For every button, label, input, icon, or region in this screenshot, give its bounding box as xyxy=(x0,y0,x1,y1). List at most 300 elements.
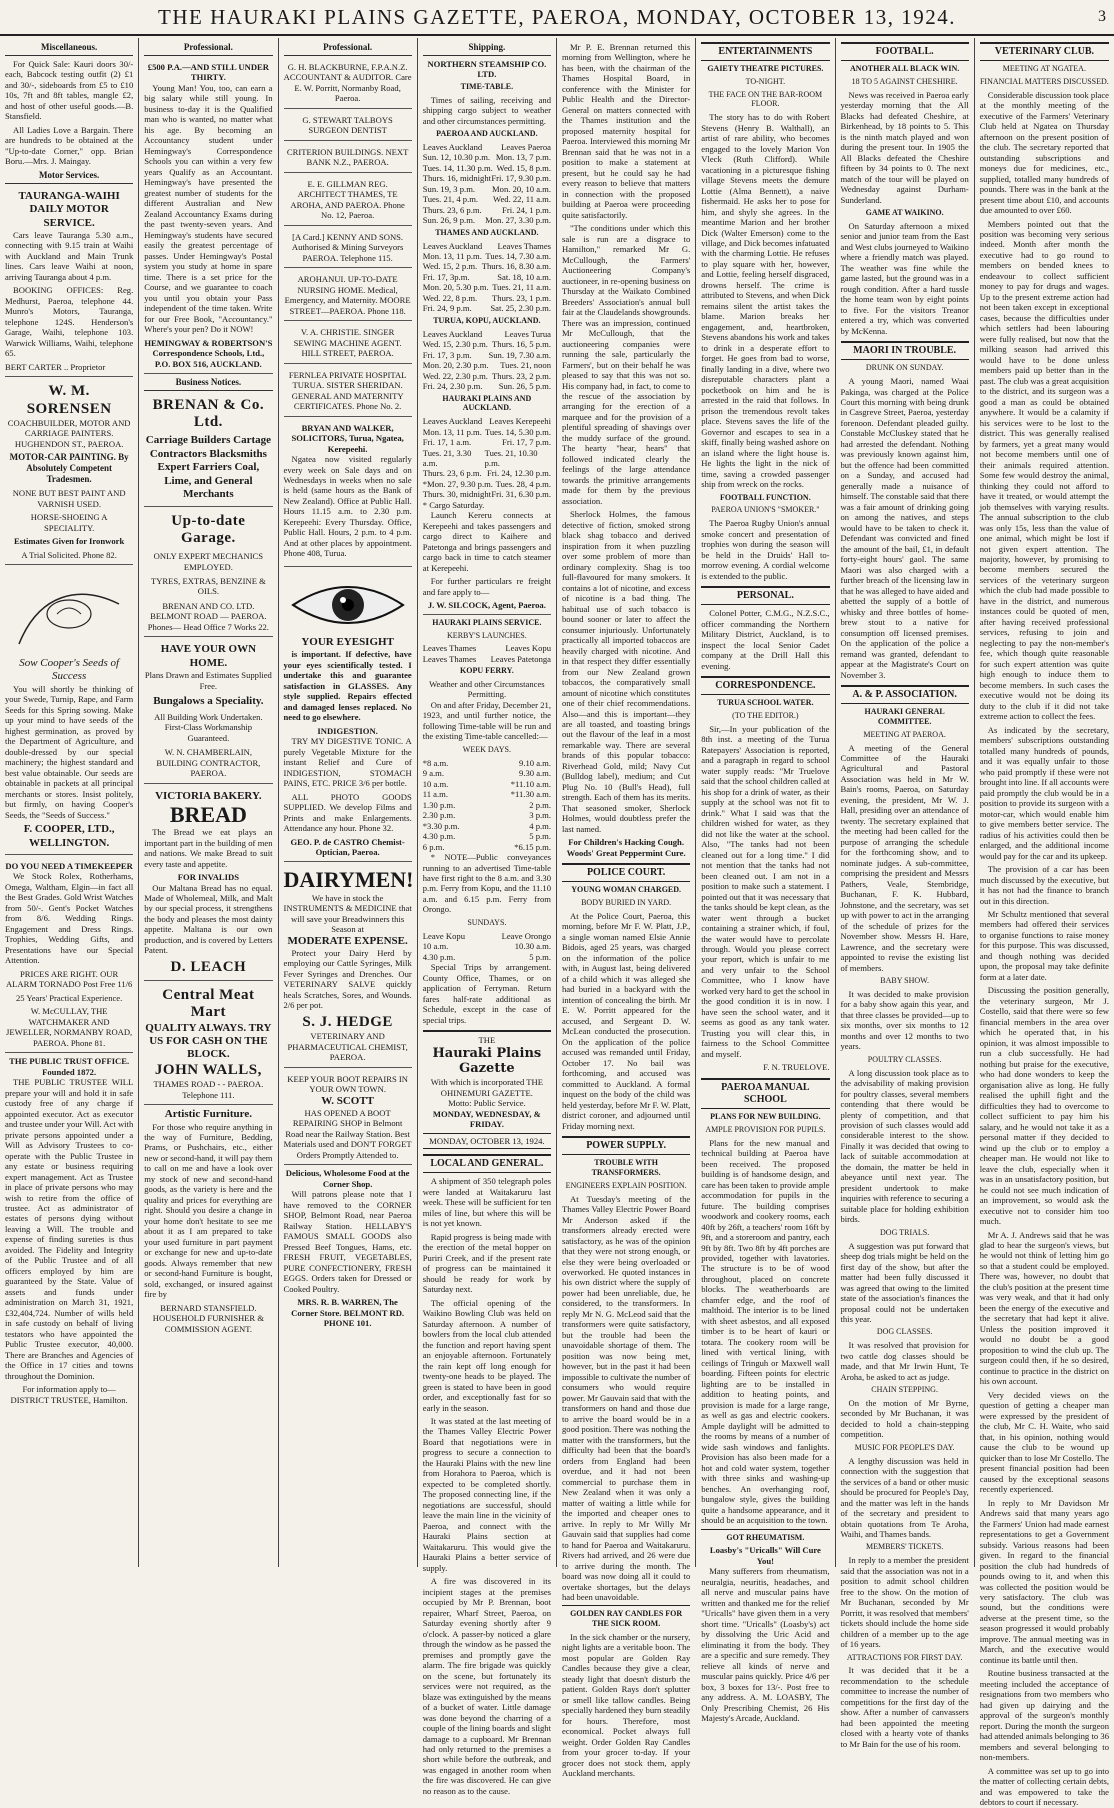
timetable-cell-left: Wed. 22, 8 p.m. xyxy=(422,292,478,303)
timetable-cell-left: Thurs. 23, 6 p.m. xyxy=(422,204,482,215)
article-paragraph: As indicated by the secretary, members' subscriptions outstanding totalled many hundreds of pounds, and it was equally unfair to those who paid promptly if these were not brought into line. If all accounts were paid promptly the club would be in a position to provide its surgeon with a motor-car, which would enable him to give members better service. The radius of his activities could then be enlarged, and the additional income would pay for the car and its upkeep. xyxy=(979,724,1109,861)
advert-title: Up-to-date Garage. xyxy=(171,512,246,546)
advert-title: BRYAN AND WALKER, SOLICITORS, Turua, Ngatea, Kerepeehi. xyxy=(291,422,404,454)
advert-body: Protect your Dairy Herd by employing our Cattle Syringes, Milk Fever Syringes and Drenches. Our VETERINARY SALVE quickly heals Scratches, Sores, and Wounds. 2/6 per pot. xyxy=(283,948,412,1011)
advert-brenan xyxy=(144,394,272,507)
article-subheading: ENGINEERS EXPLAIN POSITION. xyxy=(565,1180,687,1190)
timetable-cell-right: Leave Orongo xyxy=(501,930,551,941)
route-heading: HAURAKI PLAINS SERVICE. xyxy=(432,617,542,627)
column-3 xyxy=(279,38,418,1567)
advert-body: Cars leave Tauranga 5.30 a.m., connecting with 9.15 train at Waihi with Auckland and Main Trunk lines. Cars leave Waihi at noon, arriving Tauranga about 4 p.m. xyxy=(5,230,134,282)
article-paragraph: A young Maori, named Waai Pakinga, was charged at the Police Court this morning with being drunk in Casgreve Street, Paeroa, yesterday forenoon. Defendant pleaded guilty. Constable McCluskey stated that he had arrested the defendant. Nothing was previously known against him, but the offence had been committed on a Sunday, and accused had generally made a nuisance of himself. The constable said that there was a fair amount of drinking going on among the natives, and steps would have to be taken to check it. Defendant was convicted and fined the amount of the bail, £1, in default forty-eight hours' gaol. The same Maori was also charged with a further breach of the licensing law in that he was alleged to have aided and abetted the supply of a bottle of whisky and three bottles of home-brew stout to a native for consumption off licensed premises. On the application of the police a remand was granted, defendant to appear at the Magistrate's Court on November 3. xyxy=(840,376,969,680)
article-paragraph: Mr Schultz mentioned that several members had offered their services to organise functions to raise money for this purpose. This was discussed, and though nothing was decided upon, the proposal may take definite form at a later date. xyxy=(979,908,1109,982)
article-paragraph: Mr P. E. Brennan returned this morning from Wellington, where he has been, with the chairman of the Thames Hospital Board, in conference with the Minister for Public Health and the Director-General on matters connected with the Thames institution and the proposed maternity hospital for Paeroa. Interviewed this morning Mr Brennan said that he was not in a position to make a statement at present, but he could say he had every reason to believe that matters in connection with the proposed building at Paeroa were proceeding quite satisfactorily. xyxy=(562,42,691,220)
cargo-note: * Cargo Saturday. xyxy=(422,499,485,510)
advert-line: 25 Years' Practical Experience. xyxy=(15,992,123,1003)
article-subheading: TURUA SCHOOL WATER. xyxy=(717,698,814,708)
column-4 xyxy=(418,38,557,1796)
card-criterion: CRITERION BUILDINGS. NEXT BANK N.Z., PAEROA. xyxy=(284,144,412,173)
timetable-note: Times of sailing, receiving and shipping cargo subject to weather and other circumstances permitting. xyxy=(422,94,551,126)
article-heading: POWER SUPPLY. xyxy=(562,1136,690,1155)
seeds-logo-text: Sow Cooper's Seeds of Success xyxy=(19,657,120,683)
article-subheading: DOG CLASSES. xyxy=(876,1327,933,1337)
timetable-heading: TIME-TABLE. xyxy=(460,81,514,91)
column-2 xyxy=(139,38,278,1567)
timetable-cell-right: Fri. 31, 6.30 p.m. xyxy=(491,489,551,500)
article-paragraph: It was resolved that provision for two cattle dog classes should be made, and that Mr Irwin Hunt, Te Aroha, be asked to act as judge. xyxy=(840,1340,969,1382)
timetable-cell-left: 4.30 p.m. xyxy=(422,951,456,962)
timetable-cell-left: Leaves Auckland xyxy=(422,141,483,152)
advert-public-trust xyxy=(5,1056,133,1405)
timetable-cell-left: Fri. 17, 3 p.m. xyxy=(422,349,472,360)
article-paragraph: The provision of a car has been much discussed by the executive, but it has not had the finance to branch out in this direction. xyxy=(979,864,1109,906)
timetable-ferry-weekdays xyxy=(423,758,551,852)
advert-line: ONLY EXPERT MECHANICS EMPLOYED. xyxy=(153,551,264,572)
timetable-ferry-sundays xyxy=(423,931,551,962)
timetable-cell-right: Fri. 24, 1 p.m. xyxy=(502,204,551,215)
paper-name: Hauraki Plains Gazette xyxy=(432,1045,542,1077)
advert-footer: BERT CARTER .. Proprietor xyxy=(5,361,106,372)
timetable-cell-right: Tues. 21, 11 a.m. xyxy=(492,282,551,293)
advert-subtitle: FOR INVALIDS xyxy=(177,872,239,883)
advert-line: TYRES, EXTRAS, BENZINE & OILS. xyxy=(150,575,266,597)
column-6 xyxy=(696,38,835,1724)
advert-garage xyxy=(144,510,272,638)
advert-body: We have in stock the INSTRUMENTS & MEDICINE that will save your Breadwinners this Season at xyxy=(283,892,412,935)
advert-furniture xyxy=(144,1108,272,1334)
article-subheading: POULTRY CLASSES. xyxy=(867,1054,942,1064)
article-subheading: PLANS FOR NEW BUILDING. xyxy=(710,1112,821,1122)
advert-footer: BERNARD STANSFIELD. HOUSEHOLD FURNISHER & COMMISSION AGENT. xyxy=(152,1302,264,1334)
article-paragraph: Rapid progress is being made with the erection of the metal hopper on Puriri Creek, and if the present rate of progress can be maintained it should be ready for work by Saturday next. xyxy=(422,1231,551,1295)
timetable-row xyxy=(423,215,551,225)
timetable-row xyxy=(423,479,551,489)
advert-title: BRENAN & Co. Ltd. xyxy=(152,396,265,431)
timetable-cell-right: Thurs. 23, 2 p.m. xyxy=(492,370,551,381)
advert-line: KEEP YOUR BOOT REPAIRS IN YOUR OWN TOWN. xyxy=(287,1073,408,1095)
timetable-row xyxy=(423,821,551,831)
advert-footer: W. McCULLAY, THE WATCHMAKER AND JEWELLER, NORMANBY ROAD, PAEROA. Phone 81. xyxy=(6,1006,133,1048)
timetable-cell-right: 5 p.m. xyxy=(529,951,551,962)
advert-line: MOTOR-CAR PAINTING. By Absolutely Competent Tradesmen. xyxy=(9,452,129,485)
article-paragraph: A shipment of 350 telegraph poles were landed at Waitakaruru last week. These will be sufficient for ten miles of line, but where this will be is not yet known. xyxy=(422,1176,551,1229)
timetable-row xyxy=(423,416,551,426)
advert-title: Delicious, Wholesome Food at the Corner Shop. xyxy=(285,1168,410,1189)
ferry-body: On and after Friday, December 21, 1923, and until further notice, the following Time-table will be run and the existing Time-table cancelled:— xyxy=(422,699,551,742)
article-paragraph: Sir,—In your publication of the 8th inst. a meeting of the Turua Ratepayers' Association is reported, and a paragraph in regard to school water supply reads: "Mr Truelove said that the school children called at his shop for a drink of water, as their supply at the school was not fit to drink." What I said was that the children wished for water, as they did not like the water at the school. Also, "The tanks had not been cleaned out for a long time." I did not mention that the tanks had not been cleaned out. I am not in a position to make such a statement. I pointed out that it was necessary that the tanks should be kept clean, as the water went through a bucket containing a strainer which, if foul, the water would have to percolate through. Would you please correct your report, which is unfair to me and very unfair to the School Committee, who I know have worked very hard to get the school in the good condition it is in now. I have seen the school water, and it seems as good as any tank water. Trusting you will clear this, in fairness to the School Committee and myself. xyxy=(701,723,830,1059)
timetable-cell-left: 6 p.m. xyxy=(422,841,445,852)
letter-signature: F. N. TRUELOVE. xyxy=(763,1062,830,1073)
page-columns xyxy=(0,38,1114,1808)
column-8 xyxy=(975,38,1114,1808)
advert-sorensen xyxy=(5,380,133,565)
article-paragraph: In reply to Mr Davidson Mr Andrews said that many years ago the Farmers' Union had made earnest representations to get a Government subsidy. Various reasons had been given. In regard to the financial position the club had hundreds of pounds owing to it, and when this was collected the position would be very satisfactory. The club was sound, but the conditions were adverse at the present time, so the season progressed it would probably improve. The annual meeting was in March, and the executive would continue its battle until then. xyxy=(979,1497,1109,1665)
article-paragraph: On Saturday afternoon a mixed senior and junior team from the East and West clubs journeyed to Waikino where a friendly match was played. The weather was fine while the game lasted, but the ground was in a rough condition. After a hard tussle the home team won by eight points to five. For the visitors Treanor entered a try, which was converted by McKenna. xyxy=(840,220,969,336)
article-paragraph: It was decided that it be a recommendation to the schedule committee to increase the number of competitions for the first day of the show. After a number of canvassers had been appointed the meeting closed with a hearty vote of thanks to Mr Bain for the use of his room. xyxy=(840,1665,969,1749)
article-subheading: YOUNG WOMAN CHARGED. xyxy=(571,885,682,895)
advert-body: You will shortly be thinking of your Swede, Turnip, Rape, and Farm Seeds for this Spring sowing. Make up your mind to have seeds of the highest germination, as proved by the Department of Agriculture, and double-dressed by our special machinery; the highest standard and best value obtainable. Our seeds are obtainable in packets at all principal merchants or stores. Insist politely, but firmly, on having Cooper's Seeds, the "Seeds of Success." xyxy=(5,683,134,820)
route-heading: THAMES AND AUCKLAND. xyxy=(435,227,539,237)
advert-corner-shop xyxy=(284,1168,412,1328)
timetable-row xyxy=(423,152,551,162)
advert-cooper-seeds xyxy=(5,568,133,855)
advert-body: BOOKING OFFICES: Reg. Medhurst, Paeroa, telephone 44. Munro's Motors, Tauranga, telephone 124S. Henderson's Garage, Waihi, telephone 103. Warwick Williams, Waihi, telephone 65. xyxy=(5,285,134,359)
timetable-row xyxy=(423,173,551,183)
article-heading: FOOTBALL FUNCTION. xyxy=(720,492,811,502)
section-heading: Miscellaneous. xyxy=(5,42,133,56)
timetable-cell-left: Wed. 15, 2 p.m. xyxy=(422,261,478,272)
timetable-row xyxy=(423,810,551,820)
article-paragraph: The Paeroa Rugby Union's annual smoke concert and presentation of trophies won during the season will be held in the Druids' Hall to-morrow evening. A cordial welcome is extended to the public. xyxy=(701,518,830,581)
timetable-cell-right: Sat. 18, 10 a.m. xyxy=(497,271,551,282)
timetable-row xyxy=(423,205,551,215)
advert-title: S. J. HEDGE xyxy=(302,1013,393,1030)
article-subheading: (TO THE EDITOR.) xyxy=(732,711,799,721)
article-subheading: AMPLE PROVISION FOR PUPILS. xyxy=(705,1124,826,1134)
timetable-cell-left: Fri. 17, 3p.m. xyxy=(422,271,470,282)
advert-optician xyxy=(284,570,412,863)
company-name: NORTHERN STEAMSHIP CO. LTD. xyxy=(427,58,547,80)
timetable-cell-left: Leaves Auckland xyxy=(422,328,483,339)
timetable-row xyxy=(423,350,551,360)
timetable-cell-right: Wed. 22, 11 a.m. xyxy=(493,194,551,205)
timetable-cell-right: *11.10 a.m. xyxy=(510,778,551,789)
timetable-row xyxy=(423,789,551,799)
article-subheading: MUSIC FOR PEOPLE'S DAY. xyxy=(854,1442,955,1452)
timetable-cell-left: Thurs. 16, midnight xyxy=(422,173,492,184)
timetable-cell-left: 10 a.m. xyxy=(422,941,449,952)
timetable-cell-right: Leaves Turua xyxy=(504,328,551,339)
timetable-cell-right: *11.30 a.m. xyxy=(510,789,551,800)
article-paragraph: A suggestion was put forward that sheep dog trials might be held on the first day of the show, but after the matter had been fully discussed it was agreed that owing to the limited state of the association's finances the proposal could not be undertaken this year. xyxy=(840,1240,969,1324)
timetable-cell-right: 5 p.m. xyxy=(529,831,551,842)
timetable-row xyxy=(423,931,551,941)
article-subheading: HAURAKI GENERAL COMMITTEE. xyxy=(864,707,945,727)
advert-title: VICTORIA BAKERY. xyxy=(155,789,262,802)
card-fernlea: FERNLEA PRIVATE HOSPITAL TURUA. SISTER SHERIDAN. GENERAL AND MATERNITY CERTIFICATES. Phone No. 2. xyxy=(284,367,412,417)
timetable-row xyxy=(423,427,551,437)
seed-packet-illustration xyxy=(5,574,133,654)
article-subheading: MEMBERS' TICKETS. xyxy=(865,1542,944,1552)
article-paragraph: A meeting of the General Committee of the Hauraki Agricultural and Pastoral Association was held in Mr W. Bain's rooms, Paeroa, on Saturday evening, the president, Mr W. J. Hall, presiding over an attendance of twenty. The secretary explained that the meeting had been called for the purpose of arranging the schedule for the forthcoming show, and to nominate judges. A sub-committee, comprising the president and Messrs Pathers, Veale, Stembridge, Buchanan, F. K. Hubbard, Johnstone, and the secretary, was set up with power to act in the arranging of the schedule of prizes for the November show. Messrs H. Hare, Lawrence, and the secretary were appointed to revise the existing list of members. xyxy=(840,742,969,973)
advert-motor-service xyxy=(5,187,133,378)
article-subheading: GAME AT WAIKINO. xyxy=(865,208,944,218)
timetable-cell-right: Wed. 15, 8 p.m. xyxy=(496,162,551,173)
card-blackburne: G. H. BLACKBURNE, F.P.A.N.Z. ACCOUNTANT & AUDITOR. Care E. W. Porritt, Normanby Road, Paeroa. xyxy=(284,59,412,109)
route-heading: KOPU FERRY. xyxy=(460,666,514,676)
advert-subtitle: COACHBUILDER, MOTOR AND CARRIAGE PAINTERS. HUGHENDON ST., PAEROA. xyxy=(7,417,131,449)
timetable-cell-left: Sun. 26, 9 p.m. xyxy=(422,215,476,226)
route-heading: HAURAKI PLAINS AND AUCKLAND. xyxy=(442,393,532,413)
article-paragraph: Considerable discussion took place at the monthly meeting of the executive of the Farmers' Veterinary Club held at Ngatea on Thursday afternoon on the present position of the club. The secretary reported that outstanding subscriptions and moneys due for medicines, etc., supplied, totalled many hundreds of pounds. There was in the bank at the present time about £10, and accounts due amounted to over £60. xyxy=(979,89,1109,216)
advert-lines: Carriage Builders Cartage Contractors Blacksmiths Expert Farriers Coal, Lime, and General Merchants xyxy=(145,434,271,501)
advert-footer: GEO. P. de CASTRO Chemist-Optician, Paeroa. xyxy=(290,836,405,857)
timetable-cell-left: Mon. 13, 11 p.m. xyxy=(422,426,482,437)
advert-watchmaker xyxy=(5,858,133,1053)
article-subheading: MEETING AT PAEROA. xyxy=(863,729,946,739)
classified-ad: All Ladies Love a Bargain. There are hundreds to be obtained at the "Up-to-date Corner," opp. Brian Boru.—Mrs. J. Maingay. xyxy=(5,124,134,167)
advert-subtitle: MODERATE EXPENSE. xyxy=(287,934,408,947)
article-paragraph: Colonel Potter, C.M.G., N.Z.S.C., officer commanding the Northern Military District, Auckland, is to inspect the local Senior Cadet company at the Drill Hall this evening. xyxy=(701,608,830,671)
timetable-cell-left: Tues. 21, 4 p.m. xyxy=(422,194,479,205)
article-subheading: ANOTHER ALL BLACK WIN. xyxy=(850,64,960,74)
timetable-row xyxy=(423,184,551,194)
timetable-cell-left: Leaves Thames xyxy=(422,643,477,654)
timetable-row xyxy=(423,768,551,778)
section-heading: Professional. xyxy=(144,42,272,56)
timetable-cell-right: Sun. 19, 7.30 a.m. xyxy=(488,349,551,360)
advert-footer: HEMINGWAY & ROBERTSON'S Correspondence Schools, Ltd., P.O. BOX 516, AUCKLAND. xyxy=(144,337,273,369)
section-heading: Professional. xyxy=(284,42,412,56)
article-heading: LOCAL AND GENERAL. xyxy=(423,1154,551,1173)
article-subheading: Loasby's "Uricalls" Will Cure You! xyxy=(709,1545,821,1566)
article-subheading: BODY BURIED IN YARD. xyxy=(581,898,672,908)
paper-nameplate xyxy=(423,1030,551,1130)
timetable-cell-right: 3 p.m. xyxy=(529,810,551,821)
advert-title: Central Meat Mart xyxy=(162,987,255,1021)
timetable-row xyxy=(423,941,551,951)
timetable-cell-left: 4.30 p.m. xyxy=(422,831,456,842)
timetable-row xyxy=(423,779,551,789)
timetable-cell-right: Sun. 26, 5 p.m. xyxy=(498,381,551,392)
timetable-cell-right: Tues. 21, 10.30 p.m. xyxy=(484,447,538,468)
timetable-cell-left: Fri. 24, 9 p.m. xyxy=(422,303,472,314)
advert-line: All Building Work Undertaken. First-Class Workmanship Guaranteed. xyxy=(154,711,263,743)
timetable-cell-right: 9.10 a.m. xyxy=(519,757,551,768)
timetable-cell-right: Mon. 27, 3.30 p.m. xyxy=(485,215,551,226)
timetable-cell-left: 2.30 p.m. xyxy=(422,810,456,821)
timetable-cell-left: Sun. 12, 10.30 p.m. xyxy=(422,152,491,163)
advert-body: Will patrons please note that I have removed to the CORNER SHOP, Belmont Road, near Paeroa Railway Station. HELLABY'S FAMOUS SMALL GOODS also Pressed Beef Tongues, Hams, etc. FRESH FRUIT, VEGETABLES, PURE CONFECTIONERY, FRESH EGGS. Orders taken for Dressed or Cooked Poultry. xyxy=(283,1189,412,1294)
paper-days: MONDAY, WEDNESDAY, & FRIDAY. xyxy=(432,1108,541,1130)
timetable-cell-right: Sat. 25, 2.30 p.m. xyxy=(490,303,551,314)
advert-body: is important. If defective, have your eyes scientifically tested. I undertake this and guarantee satisfaction in GLASSES. Any style supplied. Repairs effected and damaged lenses replaced. No need to go elsewhere. xyxy=(283,649,412,723)
timetable-cell-left: Tues. 21, 3.30 a.m. xyxy=(422,447,472,468)
article-paragraph: Members pointed out that the position was becoming very serious indeed. Month after month the executive had to go round to members on bended knees to endeavour to collect sufficient money to pay for drugs and wages. Up to the present extreme action had not been taken except in exceptional cases, because the difficulties under which settlers had been labouring were fully realised, but now that the milking season had arrived this would have to be done unless members paid up better than in the past. The club was a great acquisition to the district, and its surgeon was a good a man as could be obtained anywhere. It would be a calamity if his services were to be lost to the district. This was generally realised by farmers, yet a great many would not become members until one of their animals required attention. Some few would destroy the animal, thinking they could not afford to have it treated, or would attempt the job themselves with varying results. The annual subscription to the club was only 15s, less than the value of one animal, which might be lost if not given expert attention. The majority, however, by promising to become members secured the services of the veterinary surgeon which the club had made possible to have in the district, and numerous instances could be quoted of men, after having received professional services, refusing to join and neglecting to pay the non-member's fee, which though quite reasonable for such expert attention was quite high enough to induce them to become members. In such cases the executive would not be doing its duty to the club if it did not take extreme action to collect the fees. xyxy=(979,218,1109,722)
article-paragraph: In the sick chamber or the nursery, night lights are a veritable boon. The most popular are Golden Ray Candles because they give a clear, steady light that doesn't disturb the patient. Golden Rays don't splutter or smell like tallow candles. Being specially hardened they burn steadily for hours. Therefore, most economical. Pocket always full weight. Order Golden Ray Candles from your grocer to-day. If your grocer does not stock them, apply Auckland merchants. xyxy=(562,1631,691,1779)
timetable-row xyxy=(423,371,551,381)
timetable-kerby xyxy=(423,643,551,664)
timetable-row xyxy=(423,437,551,447)
timetable-row xyxy=(423,360,551,370)
page-number: 3 xyxy=(1098,8,1106,25)
article-subheading: TO-NIGHT. xyxy=(745,76,786,86)
timetable-row xyxy=(423,654,551,664)
timetable-cell-left: Tues. 14, 11.30 p.m. xyxy=(422,162,493,173)
timetable-route-1 xyxy=(423,142,551,226)
article-heading: PAEROA MANUAL SCHOOL xyxy=(701,1078,829,1109)
timetable-cell-left: Fri. 24, 2.30 p.m. xyxy=(422,381,483,392)
article-subheading: GAIETY THEATRE PICTURES. xyxy=(707,64,824,74)
advert-footer: MRS. R. B. WARREN, The Corner Store. BELMONT RD. PHONE 101. xyxy=(291,1297,405,1329)
timetable-cell-left: Thurs. 30, midnight xyxy=(422,489,492,500)
timetable-route-4 xyxy=(423,416,551,500)
timetable-cell-right: Fri. 24, 12.30 p.m. xyxy=(487,468,551,479)
article-paragraph: A committee was set up to go into the matter of collecting certain debts, and was empowered to take the debtors to court if necessary. xyxy=(979,1765,1109,1808)
article-paragraph: "The conditions under which this sale is run are a disgrace to Hamilton," remarked Mr G. McCullough, the Farmers' Auctioneering Company's auctioneer, in re-opening business on Thursday at the Waikato Combined Breeders' Association's annual bull fair at the Claudelands showgrounds. There was an impression, continued Mr McCullough, that the auctioneering companies were running the sale, particularly the Farmers', but on their behalf he was pleased to say that this was not so. His company had, in fact, to come to the rescue of the association by arranging for the erection of a marquee and for the provision of a plentiful spreading of shavings over the muddy surface of the ground. The hearty "hear, hears" that followed indicated clearly the feelings of the large attendance towards the primitive arrangements made for them by the previous association. xyxy=(562,223,691,506)
advert-meat-mart xyxy=(144,984,272,1105)
newspaper-title: THE HAURAKI PLAINS GAZETTE, PAEROA, MONDAY, OCTOBER 13, 1924. xyxy=(158,4,956,29)
article-paragraph: The story has to do with Robert Stevens (Henry B. Walthall), an artist of rare ability, who becomes engaged to the lovely Marion Von Vleck (Ruth Clifford). While vacationing in a picturesque fishing village Stevens meets the demure Lottie (Alma Bennett), a naive fishermaid. He asks her to pose for him, and shyly she agrees. In the meantime Marion and her brother Dick (Walter Emerson) come to the village, and Dick becomes infatuated with the charming Lottie. He refuses to play square with her, however, and Lottie, feeling herself disgraced, drowns herself. The crime is attributed to Stevens, and when Dick remains silent the artist takes the blame. Marion breaks her engagement, and, heartbroken, Stevens abandons his work and takes to drink in a desperate effort to forget. He goes from bad to worse, finally landing in a dive, where two disreputable characters plant a pocketbook on him and he is arrested in the raid that follows. In prison the tremendous revolt takes place. Stevens saves the life of the Governor and escapes to sea in a skiff, finally being washed ashore on an island where the light house is. He lights the light in the nick of time, saving a crowded passenger ship from wreck on the rocks. xyxy=(701,112,830,490)
timetable-cell-left: 11 a.m. xyxy=(422,789,448,800)
route-heading: SUNDAYS. xyxy=(467,917,507,927)
article-subheading: THE FACE ON THE BAR-ROOM FLOOR. xyxy=(708,89,823,109)
advert-title: W. M. SORENSEN xyxy=(26,383,112,417)
advert-footer: VETERINARY AND PHARMACEUTICAL CHEMIST, PAEROA. xyxy=(287,1031,408,1063)
card-christie: V. A. CHRISTIE. SINGER SEWING MACHINE AGENT. HILL STREET, PAEROA. xyxy=(284,324,412,363)
timetable-cell-left: 10 a.m. xyxy=(422,778,449,789)
article-paragraph: Plans for the new manual and technical building at Paeroa have been received. The proposed building is of handsome design, and care has been taken to provide ample accommodation for pupils in the future. The building comprises woodwork and cookery rooms, each 40ft by 26ft, a teachers' room 16ft by 9ft, and a storeroom and pantry, each 9ft by 8ft. Two 8ft by 4ft porches are provided, together with lavatories. The structure is to be of wood throughout, placed on concrete blocks. The weatherboards are chamfer edge, and the roof of malthoid. The interior is to be lined with sheet asbestos, and all exposed timber is to be heart of kauri or totara. The cookery room will be lined with vertical lining, with ceilings of Tringuh or Maxwell wall boarding. Fifteen points for electric lighting are to be installed in addition to heating points, and provision is made for a large range, as well as gas and electric cookers. Ample daylight will be admitted to the rooms by means of a number of wide sash windows and fanlights. Provision has also been made for a hot and cold water system, together with three sinks and washing-up benches. An overhanging roof, bungalow style, gives the building quite a handsome appearance, and it should be an acquisition to the town. xyxy=(701,1137,830,1526)
eye-illustration xyxy=(284,577,412,632)
article-subheading: BABY SHOW. xyxy=(880,976,929,986)
article-heading: GOLDEN RAY CANDLES FOR THE SICK ROOM. xyxy=(562,1605,690,1629)
article-subheading: DRUNK ON SUNDAY. xyxy=(865,363,944,373)
advert-line: For Children's Hacking Cough. Woods' Great Peppermint Cure. xyxy=(566,837,686,858)
route-heading: TURUA, KOPU, AUCKLAND. xyxy=(433,315,541,325)
card-talboys: G. STEWART TALBOYS SURGEON DENTIST xyxy=(284,112,412,141)
timetable-cell-right: 10.30 a.m. xyxy=(514,941,551,952)
route-heading: PAEROA AND AUCKLAND. xyxy=(436,129,538,139)
timetable-row xyxy=(423,952,551,962)
timetable-cell-right: Leaves Patetonga xyxy=(490,653,551,664)
timetable-cell-left: Mon. 20, 5.30 p.m. xyxy=(422,282,489,293)
article-paragraph: It was decided to make provision for a baby show again this year, and that three classes be provided—up to six months, over six months to 12 months and over 12 months to two years. xyxy=(840,988,969,1052)
timetable-row xyxy=(423,339,551,349)
advert-boot-repairs xyxy=(284,1071,412,1166)
timetable-row xyxy=(423,194,551,204)
timetable-cell-left: Leaves Auckland xyxy=(422,416,483,427)
timetable-cell-right: Tues. 14, 5.30 p.m. xyxy=(484,426,551,437)
timetable-cell-right: *6.15 p.m. xyxy=(514,841,551,852)
advert-body: THE PUBLIC TRUSTEE WILL prepare your will and hold it in safe custody free of any charge if appointed executor. Act as executor and trustee under your Will. Act with private persons appointed under a Will as Advisory Trustees to co-operate with the Public Trustee in any estate or business requiring expert management. Act as Trustee in place of private persons who may wish to retire from the office of trustee. Act as administrator of estates of persons dying without leaving a Will. The trouble and expense of finding sureties is thus avoided. The Fidelity and Integrity of the Public Trustee and of all officers employed by him are guaranteed by the State. Value of assets and funds under administration on March 31, 1921, £32,404,724. Number of wills held in safe custody on behalf of living testators who have appointed the Public Trustee executor, 40,000. There are Branches and Agencies of the Office in 17 cities and towns throughout the Dominion. xyxy=(5,1077,134,1381)
advert-body: For those who require anything in the way of Furniture, Bedding, Prams, or Pushchairs, etc., either new or second-hand, it will pay them to call on me and have a look over my stock of new and second-hand goods, as the variety is here and the quality and prices for everything are right. Should you desire a change in your home don't hesitate to see me about it as I am prepared to take your used furniture in part payment or exchange for new and up-to-date goods. Always remember that new or second-hand Furniture is bought, sold, exchanged, or insured against fire by xyxy=(144,1121,273,1300)
advert-line: NONE BUT BEST PAINT AND VARNISH USED. xyxy=(12,488,126,509)
agent-name: J. W. SILCOCK, Agent, Paeroa. xyxy=(423,600,551,614)
timetable-cell-right: 4 p.m. xyxy=(529,820,551,831)
article-heading: POLICE COURT. xyxy=(562,863,690,882)
advert-title: YOUR EYESIGHT xyxy=(301,635,394,648)
route-heading: KERBY'S LAUNCHES. xyxy=(447,630,527,640)
advert-body: Young Man! You, too, can earn a big salary while still young. In business to-day it is the Qualified man who is wanted, no matter what his age. By becoming an Accountancy student under Hemingway's Correspondence Schools you can within a very few years Qualify as an Accountant. Hemingway's have presented the greatest number of students for the different Australian and New Zealand Accountancy Exams during the past twenty-seven years. And Hemingway's students have secured easily the greatest percentage of passes. Under Hemingway's Postal system you study at home in spare time. There is a set price for the Course, and we guarantee to coach you until you obtain your Pass independent of the time taken. Write for our Free Book, "Accountancy." Where's your pen? Do it NOW! xyxy=(144,82,273,335)
article-subheading: ATTRACTIONS FOR FIRST DAY. xyxy=(846,1652,963,1662)
advert-line: A Trial Solicited. Phone 82. xyxy=(21,549,117,560)
advert-line: Plans Drawn and Estimates Supplied Free. xyxy=(144,670,272,691)
timetable-cell-left: Thurs. 23, 6 p.m. xyxy=(422,468,482,479)
advert-body: ALL PHOTO GOODS SUPPLIED. We develop Films and Prints and make Enlargements. Attendance any hour. Phone 32. xyxy=(283,791,412,834)
advert-body: HAS OPENED A BOOT REPAIRING SHOP in Belmont Road near the Railway Station. Best Materials used and DON'T FORGET Orders Promptly Attended to. xyxy=(283,1107,412,1160)
timetable-row xyxy=(423,261,551,271)
paper-motto: Motto: Public Service. xyxy=(448,1098,526,1109)
timetable-cell-right: Thurs. 16, 8.30 a.m. xyxy=(481,261,551,272)
advert-body: TRY MY DIGESTIVE TONIC. A purely Vegetable Mixture for the instant Relief and Cure of INDIGESTION, STOMACH PAINS, ETC. PRICE 3/6 per bottle. xyxy=(283,736,412,789)
timetable-cell-right: Fri. 17, 9.30 p.m. xyxy=(491,173,551,184)
timetable-cell-right: Leaves Paeroa xyxy=(501,141,551,152)
timetable-cell-right: Tues. 21, noon xyxy=(500,360,551,371)
timetable-row xyxy=(423,831,551,841)
advert-body: We Stock Rolex, Rotherhams, Omega, Waltham, Elgin—in fact all the Best Grades. Gold Wrist Watches from 50/-. Gent's Pocket Watches from 8/6. Wedding Rings. Engagement and Dress Rings. Trophies, Wedding Gifts, and Presentations have our Special Attention. xyxy=(5,871,134,966)
paper-incorporated: With which is incorporated THE OHINEMURI GAZETTE. xyxy=(430,1077,543,1098)
article-heading: CORRESPONDENCE. xyxy=(701,676,829,695)
timetable-route-2 xyxy=(423,241,551,314)
advert-footer: D. LEACH xyxy=(170,958,247,975)
timetable-cell-left: *8 a.m. xyxy=(422,757,449,768)
timetable-row xyxy=(423,842,551,852)
advert-line: Estimates Given for Ironwork xyxy=(14,536,125,547)
article-subheading: FINANCIAL MATTERS DISCUSSED. xyxy=(979,76,1109,86)
timetable-row xyxy=(423,272,551,282)
advert-title: HAVE YOUR OWN HOME. xyxy=(160,643,257,669)
timetable-row xyxy=(423,800,551,810)
article-paragraph: A fire was discovered in its incipient stages at the premises occupied by Mr P. Brennan, boot repairer, Wharf Street, Paeroa, on Saturday evening shortly after 9 o'clock. A passer-by noticed a glare through the window as he passed the premises and promptly gave the alarm. The fire brigade was quickly on the scene, but fortunately its services were not required, as the blaze was extinguished by the means of a bucket of water. Little damage was done beyond the charring of a couple of the lining boards and slight damage to a cupboard. Mr Brennan had only returned to the premises a short while before the outbreak, and was engaged in another room when the fire was discovered. He can give no reason as to the cause. xyxy=(422,1576,551,1796)
article-heading: A. & P. ASSOCIATION. xyxy=(841,685,969,704)
article-heading: FOOTBALL. xyxy=(841,42,969,61)
advert-body: The Bread we eat plays an important part in the building of men and nations. We make Bread to suit every taste and appetite. xyxy=(144,827,273,869)
timetable-cell-right: 9.30 a.m. xyxy=(519,768,551,779)
ferry-note: Weather and other Circumstances Permitting. xyxy=(429,679,545,700)
timetable-row xyxy=(423,241,551,251)
advert-line: Bungalows a Speciality. xyxy=(153,695,264,708)
timetable-cell-left: Fri. 17, 1 a.m. xyxy=(422,437,472,448)
timetable-row xyxy=(423,643,551,653)
timetable-cell-left: 1.30 p.m. xyxy=(422,799,456,810)
timetable-row xyxy=(423,251,551,261)
route-heading: WEEK DAYS. xyxy=(462,744,511,754)
further-note: For further particulars re freight and fare apply to— xyxy=(422,576,551,597)
advert-title: Artistic Furniture. xyxy=(164,1108,252,1121)
timetable-cell-left: Wed. 15, 2.30 p.m. xyxy=(422,339,488,350)
timetable-cell-right: Mon. 20, 10 a.m. xyxy=(492,183,551,194)
timetable-cell-right: Tues. 28, 4 p.m. xyxy=(495,478,551,489)
timetable-row xyxy=(423,142,551,152)
article-heading: PERSONAL. xyxy=(701,586,829,605)
card-gillman: E. E. GILLMAN REG. ARCHITECT THAMES, TE AROHA, AND PAEROA. Phone No. 12, Paeroa. xyxy=(284,176,412,226)
timetable-cell-left: Sun. 19, 3 p.m. xyxy=(422,183,476,194)
article-paragraph: On the motion of Mr Byrne, seconded by Mr Buchanan, it was decided to hold a chain-stepping competition. xyxy=(840,1397,969,1440)
ferry-special: Special Trips by arrangement. County Office, Thames, or on application of Ferryman. Return fares half-rate additional as Schedule, except in the case of special trips. xyxy=(422,962,551,1025)
section-heading: Business Notices. xyxy=(144,377,272,391)
timetable-cell-right: 2 p.m. xyxy=(529,799,551,810)
section-heading: Shipping. xyxy=(423,42,551,56)
advert-footer: F. COOPER, LTD., WELLINGTON. xyxy=(23,823,115,849)
advert-chamberlain xyxy=(144,640,272,783)
advert-title: TAURANGA-WAIHI DAILY MOTOR SERVICE. xyxy=(18,189,120,229)
column-1 xyxy=(0,38,139,1567)
timetable-cell-left: Leave Kopu xyxy=(422,930,465,941)
card-bryan-walker xyxy=(284,420,412,567)
advert-body: Ngatea now visited regularly every week on Sale days and on Wednesdays in weeks when no sale is held (same hours as the Bank of New Zealand). Office at Public Hall. Hours 11.15 a.m. to 2.30 p.m. Kerepeehi: Every Thursday. Office, Public Hall. Hours, 2 p.m. to 4 p.m. And at other places by appointment. Phone 408, Turua. xyxy=(283,454,412,559)
advert-line: PRICES ARE RIGHT. OUR ALARM TORNADO Post Free 11/6 xyxy=(5,968,133,990)
advert-title: DO YOU NEED A TIMEKEEPER xyxy=(5,860,133,871)
timetable-row xyxy=(423,468,551,478)
timetable-cell-right: Leaves Kerepeehi xyxy=(489,416,551,427)
article-subheading: CHAIN STEPPING. xyxy=(871,1385,938,1395)
advert-line: QUALITY ALWAYS. TRY US FOR CASH ON THE BLOCK. xyxy=(145,1021,272,1061)
timetable-row xyxy=(423,293,551,303)
advert-headline: BREAD xyxy=(169,801,247,827)
article-subheading: MEETING AT NGATEA. xyxy=(1002,64,1086,74)
article-subheading: 18 TO 5 AGAINST CHESHIRE. xyxy=(851,76,958,86)
column-5 xyxy=(557,38,696,1779)
article-paragraph: Very decided views on the question of getting a cheaper man were expressed by the president of the club, Mr C. H. Waite, who said that, in his opinion, nothing would cause the club to be wound up quicker than to lose Mr Costello. The present financial position had been caused by the exceptional seasons recently experienced. xyxy=(979,1389,1109,1495)
timetable-row xyxy=(423,758,551,768)
timetable-cell-left: Leaves Auckland xyxy=(422,240,483,251)
timetable-row xyxy=(423,163,551,173)
timetable-row xyxy=(423,329,551,339)
ferry-note: * NOTE—Public conveyances running to an advertised Time-table have first right to the 8 a.m. and 3.30 p.m. Ferry from Kopu, and the 11.10 a.m. and 6.15 p.m. Ferry from Orongo. xyxy=(422,852,551,915)
article-paragraph: At Tuesday's meeting of the Thames Valley Electric Power Board Mr Anderson asked if the transformers already erected were satisfactory, as he was of the opinion that they were not strong enough, or else they were being overloaded or overworked. He quoted instances in his own district where the supply of power had been unreliable, due, he considered, to the transformers. In reply Mr N. G. McLeod said that the transformers were quite satisfactory, but the trouble had been the unavoidable shortage of them. The position was now being met, however, but in the past it had been impossible to cultivate the number of consumers who would require power. Mr Gauvain said that with the transformers on hand and those due to arrive the board would be in a good position. There was nothing the matter with the transformers, but the difficulty had been that the board's orders from England had been overdue, and it had not been commercial to purchase them in New Zealand when it was only a matter of waiting a little while for the imported and cheaper ones to arrive. In reply to Mr Willy Mr Gauvain said that supplies had come to hand for Paeroa and Waitakaruru. Rivers had arrived, and 26 were due to arrive during the month. The board was now doing all it could to overtake shortages, but the delays had been unavoidable. xyxy=(562,1193,691,1602)
advert-title: W. SCOTT xyxy=(321,1094,375,1107)
article-paragraph: News was received in Paeroa early yesterday morning that the All Blacks had defeated Cheshire, at Birkenhead, by 18 points to 5. This is the ninth match played and won during the present tour. In 1905 the All Blacks defeated the Cheshire fifteen by 34 points to 0. The next match of the tour will be played on Wednesday against Durham-Sunderland. xyxy=(840,89,969,205)
